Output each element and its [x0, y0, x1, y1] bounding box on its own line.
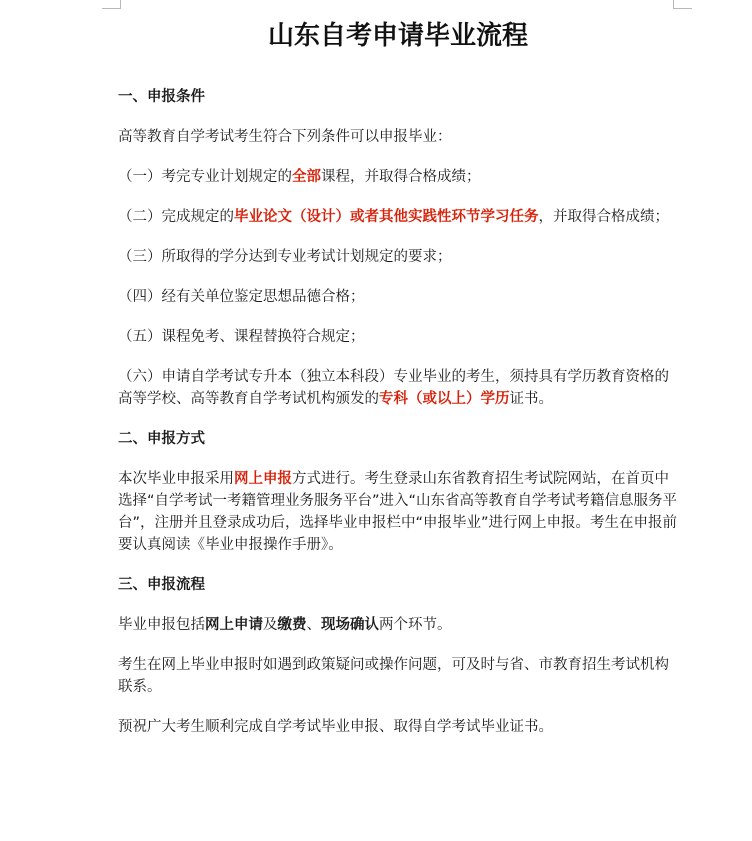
condition-5: （五）课程免考、课程替换符合规定；	[118, 329, 365, 345]
process-paragraph-1: 毕业申报包括网上申请及缴费、现场确认两个环节。	[118, 617, 452, 633]
highlight-all: 全部	[292, 169, 321, 185]
page-corner-mark-left	[102, 0, 121, 9]
highlight-diploma: 专科（或以上）学历	[379, 391, 510, 407]
section-heading-process: 三、申报流程	[118, 577, 205, 593]
condition-3: （三）所取得的学分达到专业考试计划规定的要求；	[118, 249, 452, 265]
process-paragraph-2: 考生在网上毕业申报时如遇到政策疑问或操作问题，可及时与省、市教育招生考试机构联系。	[118, 657, 669, 695]
page-corner-mark-right	[673, 0, 692, 9]
highlight-thesis: 毕业论文（设计）或者其他实践性环节学习任务	[234, 209, 539, 225]
condition-2: （二）完成规定的毕业论文（设计）或者其他实践性环节学习任务，并取得合格成绩；	[118, 209, 669, 225]
document-title: 山东自考申请毕业流程	[267, 21, 528, 51]
document-body	[118, 86, 678, 756]
condition-4: （四）经有关单位鉴定思想品德合格；	[118, 289, 365, 305]
section-heading-conditions: 一、申报条件	[118, 89, 205, 105]
process-paragraph-3: 预祝广大考生顺利完成自学考试毕业申报、取得自学考试毕业证书。	[118, 719, 553, 735]
method-paragraph: 本次毕业申报采用网上申报方式进行。考生登录山东省教育招生考试院网站，在首页中选择“自学考试一考籍管理业务服务平台”进入“山东省高等教育自学考试考籍信息服务平台”，注册并且登录成功后，选择毕业申报栏中“申报毕业”进行网上申报。考生在申报前要认真阅读《毕业申报操作手册》。	[118, 471, 678, 553]
section-heading-method: 二、申报方式	[118, 431, 205, 447]
highlight-online: 网上申报	[234, 471, 292, 487]
condition-1: （一）考完专业计划规定的全部课程，并取得合格成绩；	[118, 169, 481, 185]
condition-6: （六）申请自学考试专升本（独立本科段）专业毕业的考生，须持具有学历教育资格的高等学校、高等教育自学考试机构颁发的专科（或以上）学历证书。	[118, 369, 669, 407]
conditions-intro: 高等教育自学考试考生符合下列条件可以申报毕业：	[118, 129, 452, 145]
